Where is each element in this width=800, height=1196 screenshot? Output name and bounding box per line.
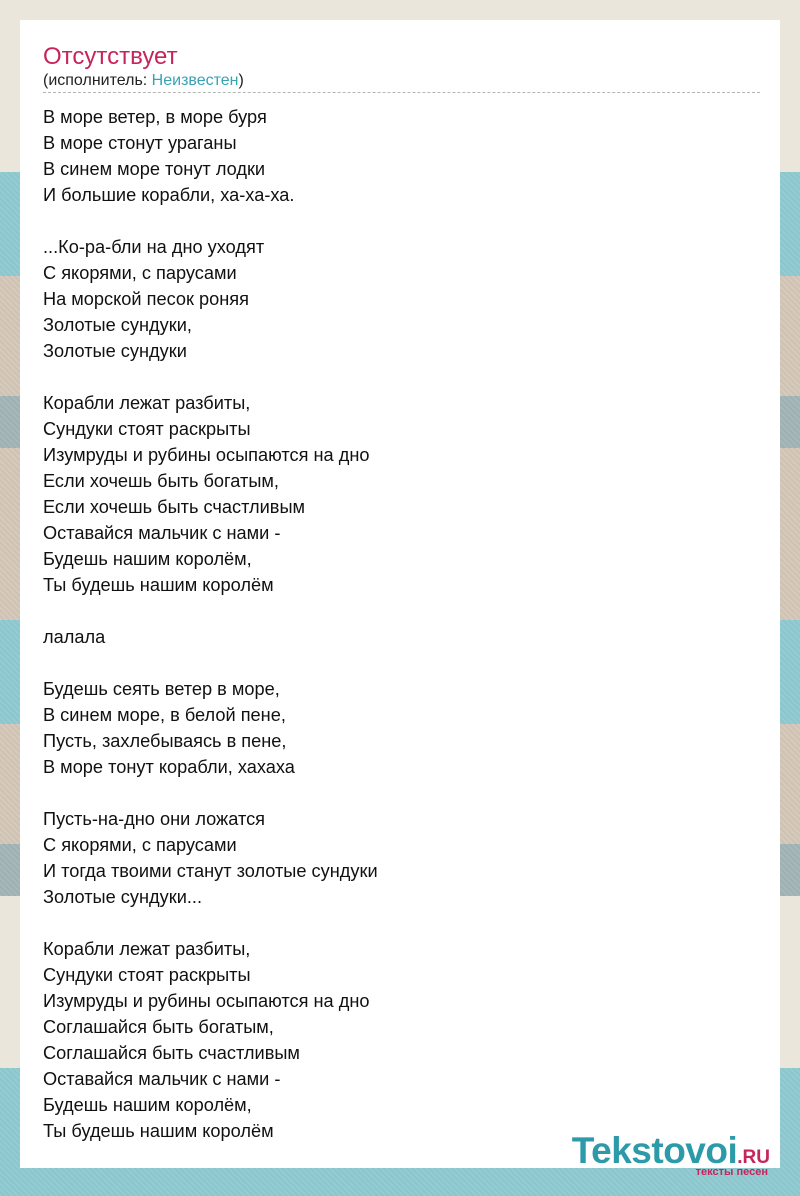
artist-link[interactable]: Неизвестен: [151, 72, 239, 89]
brand-name: Tekstovoi: [571, 1130, 738, 1171]
dashed-divider: [43, 92, 760, 93]
artist-prefix: (исполнитель:: [43, 72, 152, 89]
artist-suffix: ): [238, 72, 244, 89]
brand-tld: .RU: [737, 1147, 770, 1168]
lyrics-card: [20, 20, 780, 1168]
artist-line: [43, 72, 244, 90]
song-title: Отсутствует: [43, 43, 178, 70]
brand-logo[interactable]: [571, 1130, 770, 1178]
brand-tagline: тексты песен: [695, 1166, 768, 1178]
lyrics-text: В море ветер, в море буря В море стонут ураганы В синем море тонут лодки И большие корабли, ха-ха-ха. ...Ко-ра-бли на дно уходят С якорями, с парусами На морской песок роняя Золотые сундуки, Золотые сундуки Корабли лежат разбиты, Сундуки стоят раскрыты Изумруды и рубины осыпаются на дно Если хочешь быть богатым, Если хочешь быть счастливым Оставайся мальчик с нами - Будешь нашим королём, Ты будешь нашим королём лалала Будешь сеять ветер в море, В синем море, в белой пене, Пусть, захлебываясь в пене, В море тонут корабли, хахаха Пусть-на-дно они ложатся С якорями, с парусами И тогда твоими станут золотые сундуки Золотые сундуки... Корабли лежат разбиты, Сундуки стоят раскрыты Изумруды и рубины осыпаются на дно Соглашайся быть богатым, Соглашайся быть счастливым Оставайся мальчик с нами - Будешь нашим королём, Ты будешь нашим королём: [43, 107, 378, 1141]
